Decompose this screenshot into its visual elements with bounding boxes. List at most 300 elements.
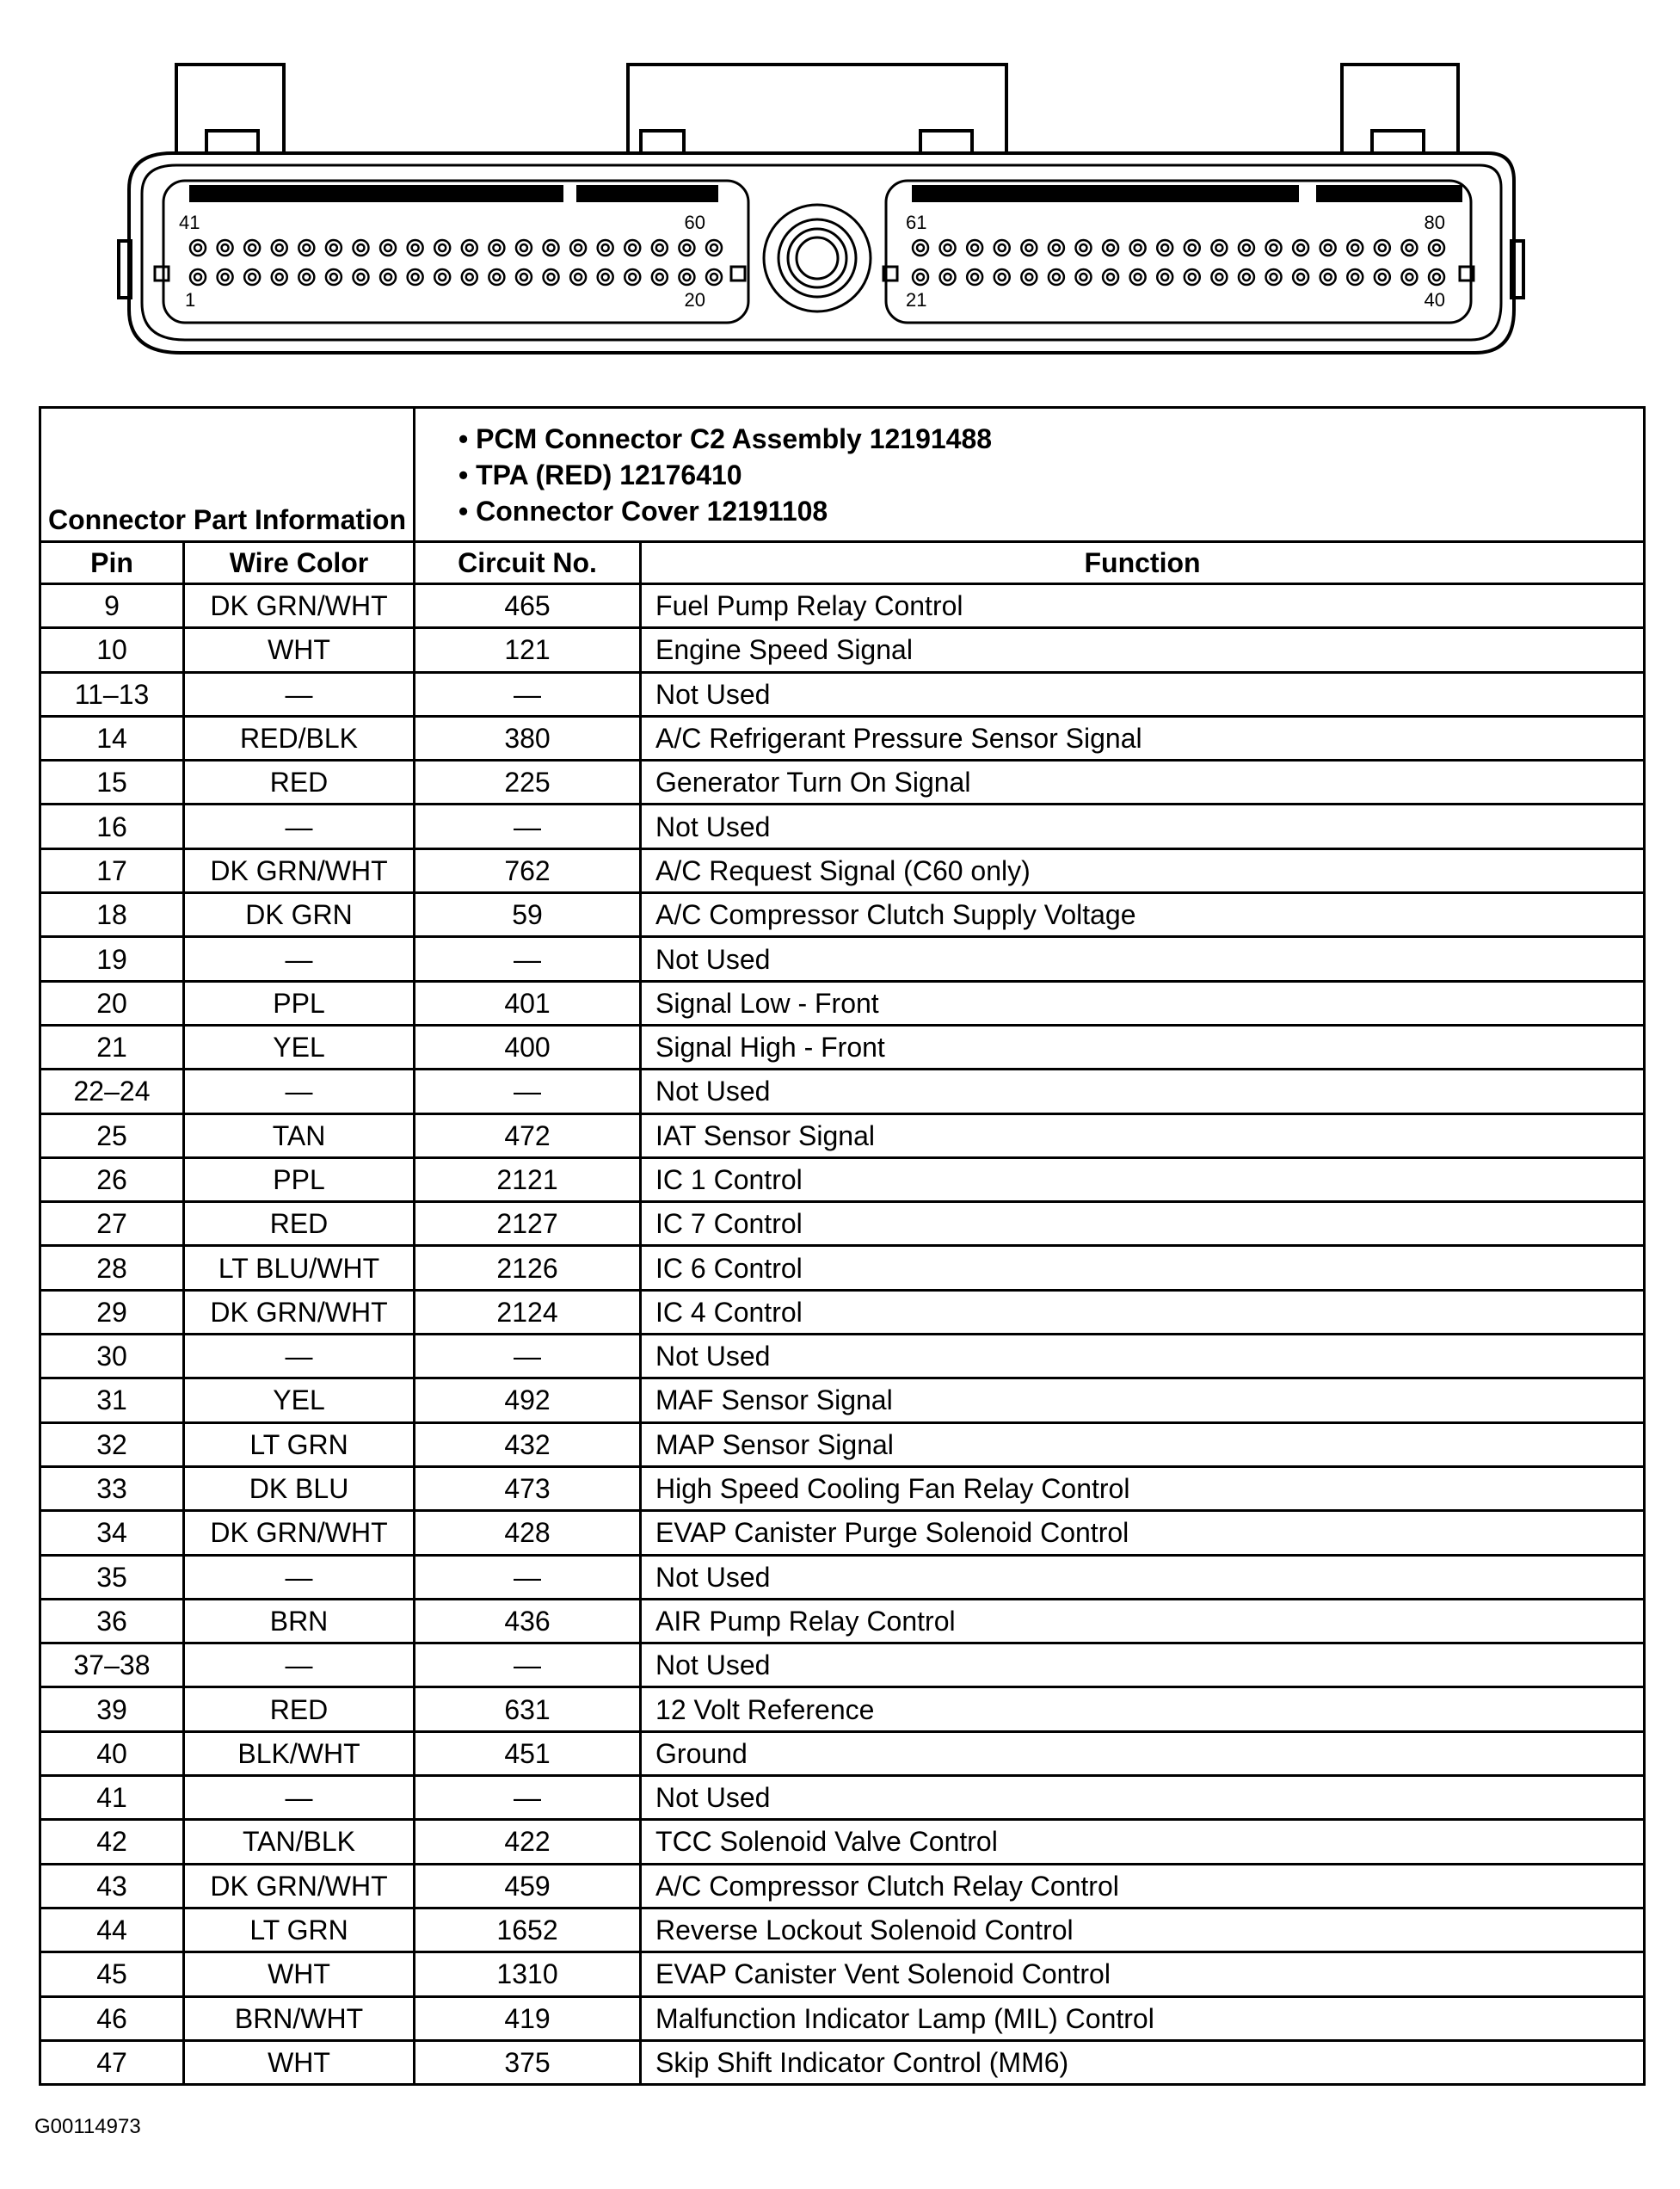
table-row xyxy=(40,1908,1645,1952)
pin-cell: 16 xyxy=(40,805,184,848)
pin-hole xyxy=(679,240,694,256)
circuit-no-cell: 432 xyxy=(415,1422,641,1466)
column-header-row xyxy=(40,542,1645,584)
pin-hole-center xyxy=(1379,274,1386,281)
part-info-line: • TPA (RED) 12176410 xyxy=(458,459,742,490)
left-bottom-end-label: 20 xyxy=(684,289,705,311)
header-wire-color: Wire Color xyxy=(184,542,415,584)
pin-hole-center xyxy=(1189,244,1196,251)
pin-hole-center xyxy=(1135,274,1142,281)
pin-hole xyxy=(1375,269,1390,285)
pin-hole-center xyxy=(1161,274,1168,281)
pin-hole xyxy=(679,269,694,285)
pin-cell: 40 xyxy=(40,1731,184,1775)
pin-hole-center xyxy=(276,274,283,281)
pin-hole xyxy=(913,269,928,285)
connector-right-latch xyxy=(1342,65,1458,153)
wire-color-cell: PPL xyxy=(184,981,415,1025)
pin-hole-center xyxy=(1053,244,1060,251)
wire-color-cell: LT GRN xyxy=(184,1422,415,1466)
pin-hole xyxy=(1130,240,1146,256)
pin-hole xyxy=(1021,269,1037,285)
wire-color-cell: DK GRN/WHT xyxy=(184,1511,415,1555)
circuit-no-cell: 375 xyxy=(415,2040,641,2084)
pin-hole xyxy=(298,240,314,256)
wire-color-cell: YEL xyxy=(184,1025,415,1069)
wire-color-cell: LT BLU/WHT xyxy=(184,1246,415,1290)
pin-hole-center xyxy=(1351,244,1358,251)
pin-hole-center xyxy=(1161,244,1168,251)
table-row xyxy=(40,1290,1645,1334)
table-row xyxy=(40,1202,1645,1246)
pin-hole xyxy=(1185,240,1200,256)
header-function: Function xyxy=(641,542,1645,584)
pin-hole-center xyxy=(1406,274,1412,281)
circuit-no-cell: 380 xyxy=(415,716,641,760)
pin-hole-center xyxy=(412,274,419,281)
circuit-no-cell: 1652 xyxy=(415,1908,641,1952)
function-cell: Signal Low - Front xyxy=(641,981,1645,1025)
pin-hole-center xyxy=(1433,274,1440,281)
circuit-no-cell: 451 xyxy=(415,1731,641,1775)
function-cell: Reverse Lockout Solenoid Control xyxy=(641,1908,1645,1952)
figure-id: G00114973 xyxy=(34,2115,141,2138)
pin-cell: 47 xyxy=(40,2040,184,2084)
function-cell: A/C Request Signal (C60 only) xyxy=(641,848,1645,892)
pin-hole-center xyxy=(999,274,1006,281)
pin-hole-center xyxy=(1107,274,1114,281)
pin-hole-center xyxy=(1297,244,1304,251)
table-row xyxy=(40,937,1645,981)
table-row xyxy=(40,1776,1645,1820)
pin-cell: 34 xyxy=(40,1511,184,1555)
pin-hole-center xyxy=(1271,244,1277,251)
function-cell: IC 4 Control xyxy=(641,1290,1645,1334)
circuit-no-cell: — xyxy=(415,672,641,716)
pin-hole-center xyxy=(493,244,500,251)
pin-cell: 17 xyxy=(40,848,184,892)
pin-hole-center xyxy=(1053,274,1060,281)
table-row xyxy=(40,584,1645,628)
function-cell: MAP Sensor Signal xyxy=(641,1422,1645,1466)
pin-hole xyxy=(326,240,342,256)
connector-part-info xyxy=(415,408,1645,542)
wire-color-cell: BRN/WHT xyxy=(184,1996,415,2040)
pin-hole xyxy=(380,269,396,285)
function-cell: Not Used xyxy=(641,1643,1645,1687)
wire-color-cell: RED xyxy=(184,761,415,805)
pin-hole-center xyxy=(999,244,1006,251)
pin-hole-center xyxy=(575,244,582,251)
circuit-no-cell: 465 xyxy=(415,584,641,628)
pin-cell: 27 xyxy=(40,1202,184,1246)
pin-hole xyxy=(218,269,233,285)
pin-hole-center xyxy=(222,274,229,281)
pin-hole-center xyxy=(276,244,283,251)
pin-hole-center xyxy=(303,274,310,281)
function-cell: IC 1 Control xyxy=(641,1157,1645,1201)
circuit-no-cell: 1310 xyxy=(415,1952,641,1996)
wire-color-cell: — xyxy=(184,1070,415,1113)
pin-hole xyxy=(913,240,928,256)
pin-hole-center xyxy=(520,274,527,281)
wire-color-cell: RED/BLK xyxy=(184,716,415,760)
pin-hole-center xyxy=(330,274,337,281)
pin-cell: 19 xyxy=(40,937,184,981)
pin-hole xyxy=(598,240,613,256)
pin-hole-center xyxy=(1107,244,1114,251)
center-bolt-outer xyxy=(764,205,871,311)
pin-hole xyxy=(1347,240,1363,256)
table-row xyxy=(40,1466,1645,1510)
pin-hole-center xyxy=(602,244,609,251)
pin-hole-center xyxy=(222,244,229,251)
left-block-key-right xyxy=(731,267,745,281)
pin-hole-center xyxy=(1433,244,1440,251)
pin-hole xyxy=(1429,240,1444,256)
pin-hole-center xyxy=(249,244,255,251)
table-row xyxy=(40,1643,1645,1687)
part-info-line: • Connector Cover 12191108 xyxy=(458,495,828,527)
pin-cell: 45 xyxy=(40,1952,184,1996)
pin-cell: 41 xyxy=(40,1776,184,1820)
function-cell: Ground xyxy=(641,1731,1645,1775)
wire-color-cell: — xyxy=(184,1776,415,1820)
wire-color-cell: LT GRN xyxy=(184,1908,415,1952)
pin-hole xyxy=(462,269,477,285)
right-bottom-end-label: 40 xyxy=(1424,289,1445,311)
pin-hole xyxy=(434,240,450,256)
right-top-end-label: 80 xyxy=(1424,212,1445,233)
pin-hole-center xyxy=(917,244,924,251)
pin-hole xyxy=(434,269,450,285)
function-cell: EVAP Canister Purge Solenoid Control xyxy=(641,1511,1645,1555)
circuit-no-cell: 59 xyxy=(415,893,641,937)
pin-hole xyxy=(408,269,423,285)
pin-hole-center xyxy=(1025,244,1032,251)
pin-hole xyxy=(326,269,342,285)
pin-hole-center xyxy=(548,274,555,281)
pin-cell: 33 xyxy=(40,1466,184,1510)
wire-color-cell: YEL xyxy=(184,1378,415,1422)
connector-right-latch-window xyxy=(1372,131,1424,153)
pin-hole-center xyxy=(1406,244,1412,251)
function-cell: Not Used xyxy=(641,1335,1645,1378)
pin-hole xyxy=(1266,240,1282,256)
pin-hole xyxy=(1375,240,1390,256)
circuit-no-cell: 2126 xyxy=(415,1246,641,1290)
pin-cell: 25 xyxy=(40,1113,184,1157)
table-row xyxy=(40,1731,1645,1775)
table-row xyxy=(40,1952,1645,1996)
pin-hole-center xyxy=(194,274,201,281)
pin-hole-center xyxy=(1271,274,1277,281)
function-cell: IC 7 Control xyxy=(641,1202,1645,1246)
wire-color-cell: DK BLU xyxy=(184,1466,415,1510)
pin-hole xyxy=(544,269,559,285)
pin-hole-center xyxy=(1080,244,1086,251)
circuit-no-cell: — xyxy=(415,1643,641,1687)
pin-hole xyxy=(1429,269,1444,285)
pin-hole xyxy=(940,269,956,285)
pin-hole xyxy=(1211,269,1227,285)
pin-hole xyxy=(1049,240,1064,256)
circuit-no-cell: 436 xyxy=(415,1599,641,1643)
function-cell: IC 6 Control xyxy=(641,1246,1645,1290)
pin-hole xyxy=(967,269,982,285)
pin-cell: 30 xyxy=(40,1335,184,1378)
table-row xyxy=(40,628,1645,672)
pin-cell: 20 xyxy=(40,981,184,1025)
pin-hole-center xyxy=(971,244,978,251)
pin-hole xyxy=(625,269,640,285)
part-info-row xyxy=(40,408,1645,542)
pin-hole-center xyxy=(1243,244,1250,251)
pin-hole-center xyxy=(385,244,391,251)
pin-hole xyxy=(1401,269,1417,285)
pin-hole-center xyxy=(493,274,500,281)
pin-hole-center xyxy=(1297,274,1304,281)
circuit-no-cell: 459 xyxy=(415,1864,641,1908)
function-cell: AIR Pump Relay Control xyxy=(641,1599,1645,1643)
function-cell: A/C Refrigerant Pressure Sensor Signal xyxy=(641,716,1645,760)
pin-hole-center xyxy=(711,274,717,281)
wire-color-cell: DK GRN/WHT xyxy=(184,848,415,892)
pin-hole xyxy=(940,240,956,256)
table-row xyxy=(40,1246,1645,1290)
pin-hole-center xyxy=(629,244,636,251)
pin-hole-center xyxy=(194,244,201,251)
pin-hole xyxy=(625,240,640,256)
right-block-stripe-long xyxy=(912,185,1299,202)
function-cell: High Speed Cooling Fan Relay Control xyxy=(641,1466,1645,1510)
pin-hole xyxy=(994,240,1010,256)
pin-hole xyxy=(1293,269,1308,285)
pin-cell: 39 xyxy=(40,1687,184,1731)
pin-hole xyxy=(1075,240,1091,256)
pin-hole-center xyxy=(520,244,527,251)
connector-center-tab-window-left xyxy=(641,131,684,153)
connector-left-latch-window xyxy=(206,131,258,153)
pin-hole xyxy=(1021,240,1037,256)
circuit-no-cell: 2124 xyxy=(415,1290,641,1334)
table-row xyxy=(40,1378,1645,1422)
circuit-no-cell: 2121 xyxy=(415,1157,641,1201)
circuit-no-cell: — xyxy=(415,1776,641,1820)
pin-hole xyxy=(218,240,233,256)
pin-cell: 44 xyxy=(40,1908,184,1952)
function-cell: Skip Shift Indicator Control (MM6) xyxy=(641,2040,1645,2084)
left-block-stripe-short xyxy=(576,185,718,202)
wire-color-cell: TAN xyxy=(184,1113,415,1157)
wire-color-cell: WHT xyxy=(184,628,415,672)
pin-hole-center xyxy=(1215,244,1222,251)
pin-hole-center xyxy=(945,244,951,251)
pin-hole xyxy=(1266,269,1282,285)
pin-hole xyxy=(706,240,722,256)
function-cell: Not Used xyxy=(641,1776,1645,1820)
pin-hole-center xyxy=(357,274,364,281)
table-row xyxy=(40,1864,1645,1908)
pin-hole xyxy=(1075,269,1091,285)
wire-color-cell: RED xyxy=(184,1202,415,1246)
table-row xyxy=(40,805,1645,848)
pin-hole-center xyxy=(656,244,663,251)
left-top-start-label: 41 xyxy=(179,212,200,233)
pin-cell: 21 xyxy=(40,1025,184,1069)
pin-hole-center xyxy=(1379,244,1386,251)
pin-hole xyxy=(1401,240,1417,256)
pin-cell: 15 xyxy=(40,761,184,805)
function-cell: Generator Turn On Signal xyxy=(641,761,1645,805)
pin-hole xyxy=(652,269,668,285)
center-bolt-ring-3 xyxy=(797,237,838,279)
pin-hole-center xyxy=(1215,274,1222,281)
table-row xyxy=(40,848,1645,892)
pin-hole-center xyxy=(971,274,978,281)
table-row xyxy=(40,2040,1645,2084)
pin-hole xyxy=(570,240,586,256)
pin-hole-center xyxy=(1325,274,1332,281)
connector-center-tab-window-right xyxy=(920,131,972,153)
circuit-no-cell: 400 xyxy=(415,1025,641,1069)
part-info-line: • PCM Connector C2 Assembly 12191488 xyxy=(458,422,993,454)
pin-cell: 36 xyxy=(40,1599,184,1643)
pin-hole-center xyxy=(602,274,609,281)
circuit-no-cell: 225 xyxy=(415,761,641,805)
wire-color-cell: RED xyxy=(184,1687,415,1731)
pin-hole xyxy=(706,269,722,285)
pin-hole xyxy=(489,269,504,285)
pin-hole xyxy=(1239,269,1254,285)
circuit-no-cell: 631 xyxy=(415,1687,641,1731)
pin-hole xyxy=(1185,269,1200,285)
table-row xyxy=(40,1335,1645,1378)
circuit-no-cell: 422 xyxy=(415,1820,641,1864)
wire-color-cell: PPL xyxy=(184,1157,415,1201)
function-cell: IAT Sensor Signal xyxy=(641,1113,1645,1157)
pin-hole-center xyxy=(917,274,924,281)
function-cell: Malfunction Indicator Lamp (MIL) Control xyxy=(641,1996,1645,2040)
table-row xyxy=(40,1996,1645,2040)
pin-hole xyxy=(244,240,260,256)
circuit-no-cell: 762 xyxy=(415,848,641,892)
left-top-end-label: 60 xyxy=(684,212,705,233)
pin-hole-center xyxy=(656,274,663,281)
right-bottom-start-label: 21 xyxy=(906,289,927,311)
wire-color-cell: BRN xyxy=(184,1599,415,1643)
pin-hole-center xyxy=(1351,274,1358,281)
pin-hole xyxy=(244,269,260,285)
pin-hole xyxy=(353,269,368,285)
pin-hole xyxy=(1239,240,1254,256)
function-cell: EVAP Canister Vent Solenoid Control xyxy=(641,1952,1645,1996)
pin-hole xyxy=(462,240,477,256)
pin-hole xyxy=(1130,269,1146,285)
connector-part-label: Connector Part Information xyxy=(40,408,415,542)
pin-hole xyxy=(1320,269,1336,285)
circuit-no-cell: 473 xyxy=(415,1466,641,1510)
pin-cell: 28 xyxy=(40,1246,184,1290)
pin-cell: 46 xyxy=(40,1996,184,2040)
circuit-no-cell: 121 xyxy=(415,628,641,672)
pin-hole xyxy=(1211,240,1227,256)
circuit-no-cell: — xyxy=(415,1555,641,1599)
pin-hole xyxy=(570,269,586,285)
pin-hole xyxy=(353,240,368,256)
function-cell: A/C Compressor Clutch Supply Voltage xyxy=(641,893,1645,937)
circuit-no-cell: — xyxy=(415,1335,641,1378)
header-circuit-no: Circuit No. xyxy=(415,542,641,584)
circuit-no-cell: 428 xyxy=(415,1511,641,1555)
wire-color-cell: TAN/BLK xyxy=(184,1820,415,1864)
pin-hole xyxy=(489,240,504,256)
wire-color-cell: WHT xyxy=(184,2040,415,2084)
pin-cell: 11–13 xyxy=(40,672,184,716)
pin-cell: 42 xyxy=(40,1820,184,1864)
pin-hole xyxy=(1347,269,1363,285)
table-row xyxy=(40,1113,1645,1157)
pin-cell: 31 xyxy=(40,1378,184,1422)
circuit-no-cell: — xyxy=(415,1070,641,1113)
pin-hole-center xyxy=(357,244,364,251)
pin-cell: 18 xyxy=(40,893,184,937)
table-row xyxy=(40,716,1645,760)
pin-cell: 22–24 xyxy=(40,1070,184,1113)
pin-hole-center xyxy=(249,274,255,281)
wire-color-cell: — xyxy=(184,1555,415,1599)
pin-cell: 9 xyxy=(40,584,184,628)
table-row xyxy=(40,1555,1645,1599)
table-row xyxy=(40,1422,1645,1466)
left-block-key-left xyxy=(155,267,169,281)
wire-color-cell: — xyxy=(184,672,415,716)
function-cell: A/C Compressor Clutch Relay Control xyxy=(641,1864,1645,1908)
pin-hole-center xyxy=(303,244,310,251)
function-cell: Not Used xyxy=(641,805,1645,848)
pin-hole xyxy=(380,240,396,256)
function-cell: TCC Solenoid Valve Control xyxy=(641,1820,1645,1864)
table-row xyxy=(40,1025,1645,1069)
pin-hole-center xyxy=(575,274,582,281)
wire-color-cell: DK GRN/WHT xyxy=(184,584,415,628)
pin-cell: 35 xyxy=(40,1555,184,1599)
pin-hole xyxy=(272,240,287,256)
function-cell: Not Used xyxy=(641,937,1645,981)
circuit-no-cell: 419 xyxy=(415,1996,641,2040)
pin-hole xyxy=(190,240,206,256)
table-row xyxy=(40,1687,1645,1731)
wire-color-cell: BLK/WHT xyxy=(184,1731,415,1775)
pin-hole xyxy=(598,269,613,285)
pin-cell: 10 xyxy=(40,628,184,672)
pin-hole xyxy=(1103,240,1118,256)
pin-hole xyxy=(516,269,532,285)
wire-color-cell: DK GRN/WHT xyxy=(184,1864,415,1908)
left-block-stripe-long xyxy=(189,185,563,202)
pin-hole xyxy=(272,269,287,285)
pin-hole-center xyxy=(683,274,690,281)
table-row xyxy=(40,1511,1645,1555)
circuit-no-cell: 2127 xyxy=(415,1202,641,1246)
pin-cell: 29 xyxy=(40,1290,184,1334)
center-bolt-ring-1 xyxy=(778,219,856,297)
table-row xyxy=(40,672,1645,716)
pin-cell: 32 xyxy=(40,1422,184,1466)
pin-hole-center xyxy=(1135,244,1142,251)
pin-hole-center xyxy=(711,244,717,251)
table-row xyxy=(40,1157,1645,1201)
